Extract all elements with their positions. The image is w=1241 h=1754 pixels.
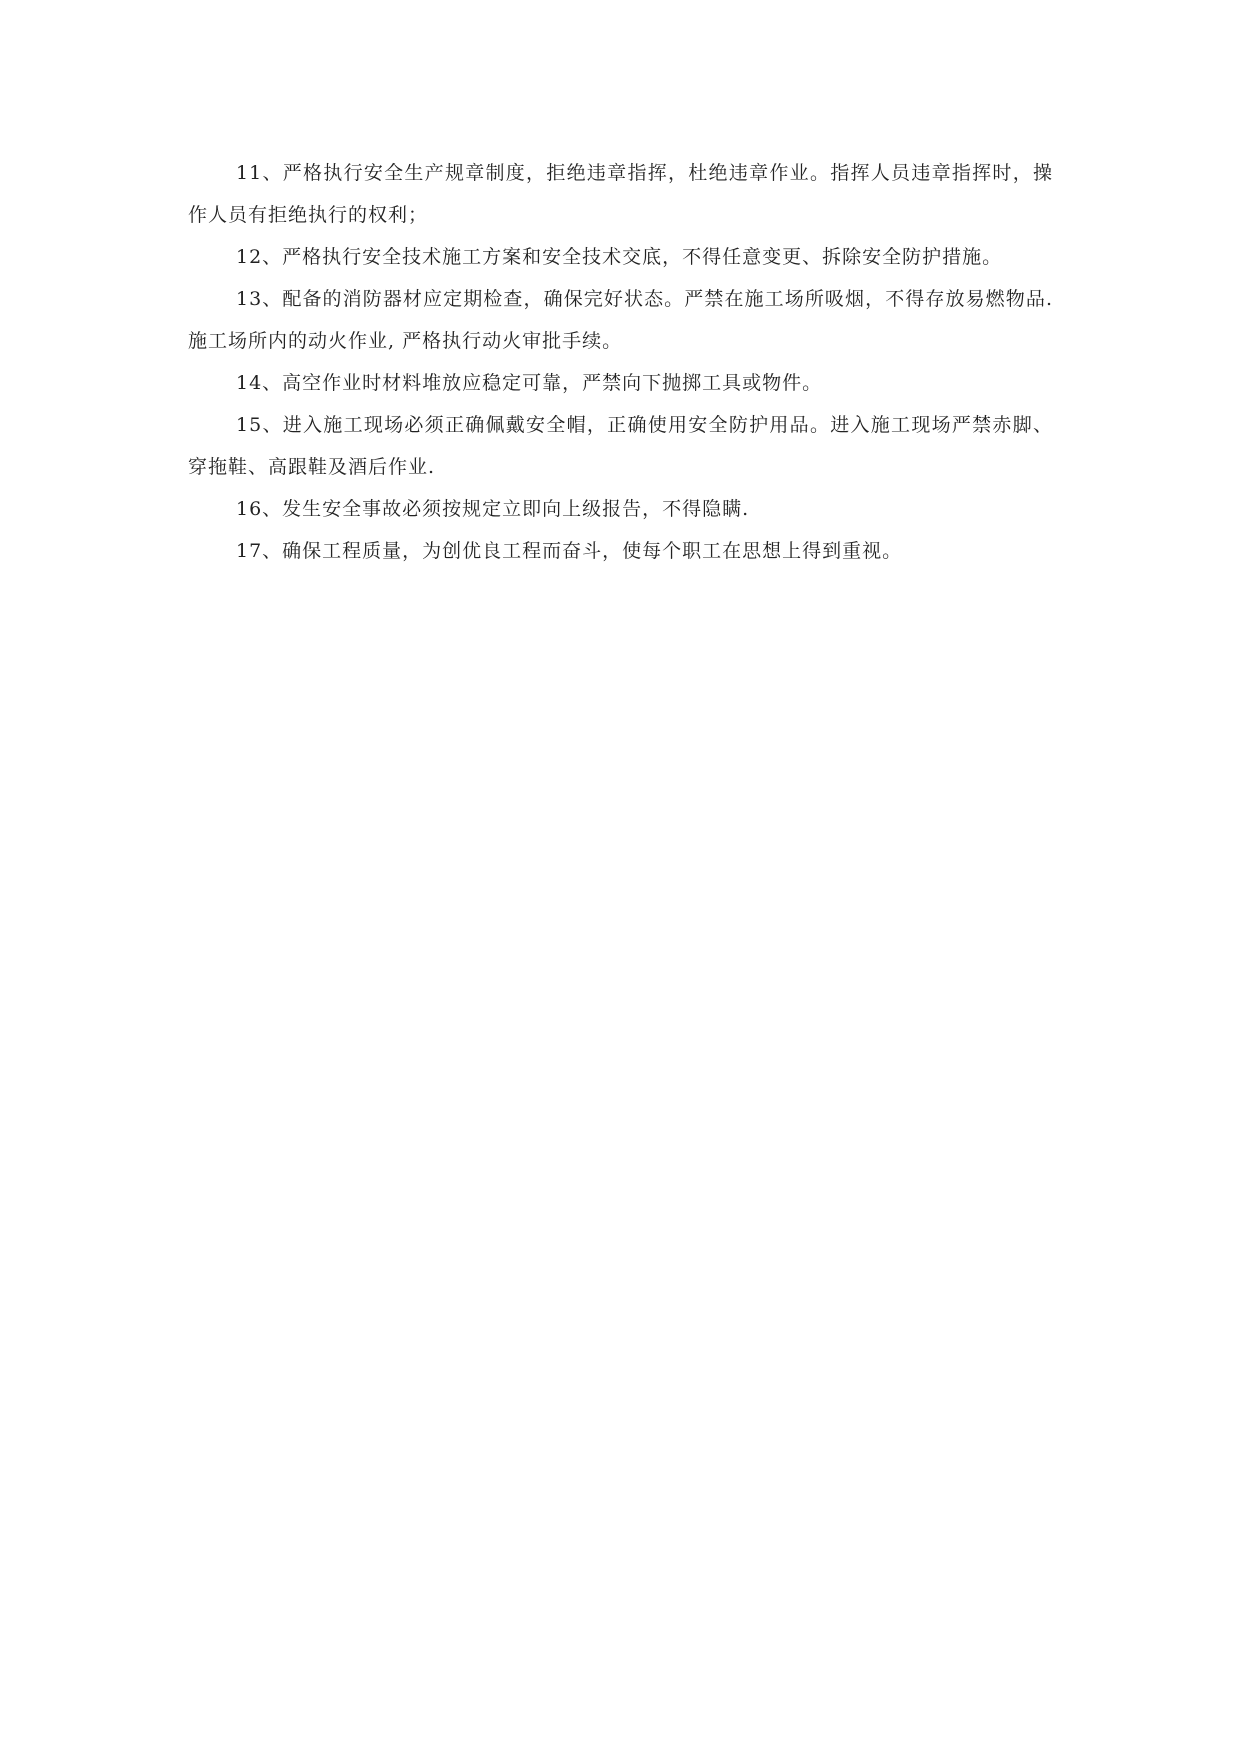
document-body	[188, 152, 1053, 572]
paragraph-rule-17: 17、确保工程质量，为创优良工程而奋斗，使每个职工在思想上得到重视。	[236, 540, 903, 562]
paragraph-rule-12: 12、严格执行安全技术施工方案和安全技术交底，不得任意变更、拆除安全防护措施。	[236, 246, 1003, 268]
paragraph-rule-13: 13、配备的消防器材应定期检查，确保完好状态。严禁在施工场所吸烟，不得存放易燃物品. 施工场所内的动火作业, 严格执行动火审批手续。	[188, 288, 1053, 352]
paragraph-rule-11: 11、严格执行安全生产规章制度，拒绝违章指挥，杜绝违章作业。指挥人员违章指挥时，操作人员有拒绝执行的权利；	[188, 162, 1053, 226]
paragraph-rule-14: 14、高空作业时材料堆放应稳定可靠，严禁向下抛掷工具或物件。	[236, 372, 823, 394]
paragraph-rule-16: 16、发生安全事故必须按规定立即向上级报告，不得隐瞒.	[236, 498, 750, 520]
paragraph-rule-15: 15、进入施工现场必须正确佩戴安全帽，正确使用安全防护用品。进入施工现场严禁赤脚、穿拖鞋、高跟鞋及酒后作业.	[188, 414, 1053, 478]
